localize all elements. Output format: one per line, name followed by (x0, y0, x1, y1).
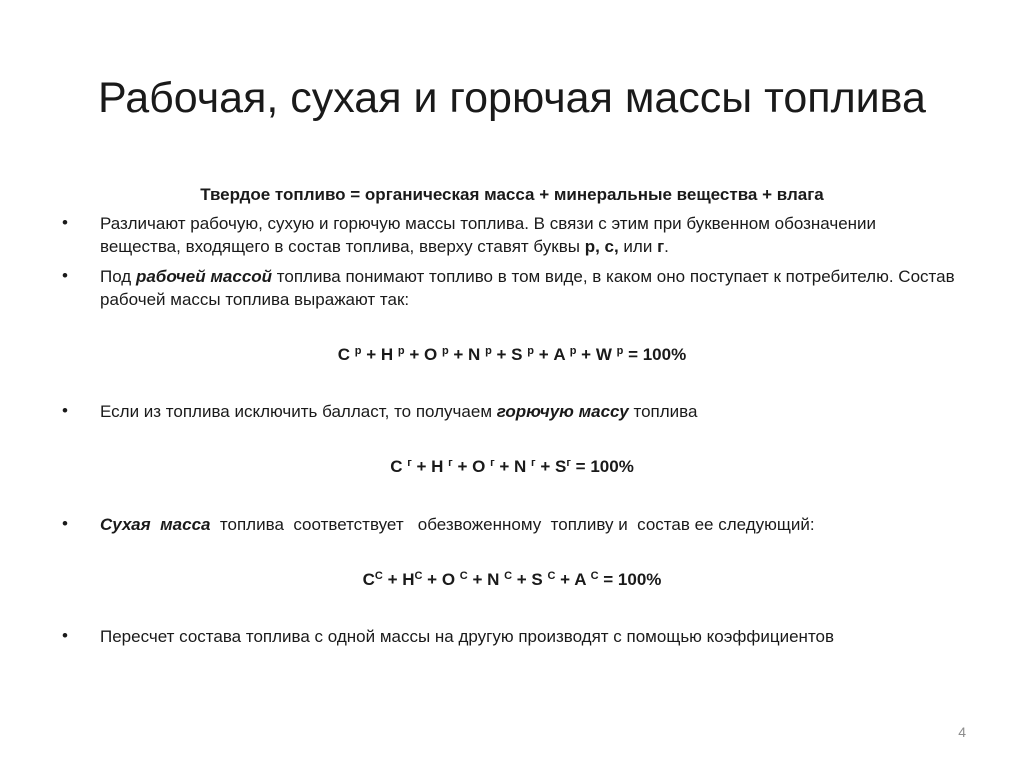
page-number: 4 (958, 724, 966, 740)
eq-result: = 100% (570, 457, 634, 476)
eq-term: C $^г$ (390, 457, 412, 476)
eq-term: + H $^г$ (411, 457, 453, 476)
eq-term: + N $^г$ (494, 457, 536, 476)
eq-term: + O $^C$ (422, 570, 468, 589)
bullet-marker: • (62, 213, 68, 232)
p1-end: . (664, 237, 669, 256)
eq-term: + H $^р$ (361, 345, 405, 364)
eq-term: + O $^р$ (404, 345, 449, 364)
p3-post: топлива (628, 402, 698, 421)
p1-text: Различают рабочую, сухую и горючую массы топлива. В связи с этим при буквенном обозначении вещества, входящего в состав топлива, вверху ставят буквы (100, 214, 877, 256)
eq-term: + A $^р$ (533, 345, 577, 364)
p3-pre: Если из топлива исключить балласт, то получаем (100, 402, 497, 421)
paragraph-combustible-mass (100, 400, 960, 423)
eq-term: $C^C$ (362, 570, 383, 589)
eq-term: + S $^р$ (491, 345, 534, 364)
eq-term: C $^р$ (337, 345, 362, 364)
bullet-marker: • (62, 401, 68, 420)
paragraph-mass-types (100, 212, 960, 258)
eq-term: + $S^г$ (535, 457, 571, 476)
paragraph-recalculation: Пересчет состава топлива с одной массы на другую производят с помощью коэффициентов (100, 627, 835, 646)
bullet-marker: • (62, 626, 68, 645)
bullet-marker: • (62, 266, 68, 285)
slide-title: Рабочая, сухая и горючая массы топлива (98, 74, 926, 122)
p4-em: Сухая масса (100, 515, 211, 534)
eq-term: + O $^г$ (452, 457, 495, 476)
paragraph-dry-mass (100, 513, 960, 536)
eq-term: + W $^р$ (576, 345, 624, 364)
equation-dry-mass (0, 569, 1024, 591)
equation-combustible-mass (0, 456, 1024, 478)
fuel-definition: Твердое топливо = органическая масса + минеральные вещества + влага (200, 185, 824, 204)
p1-letters: р, с, (584, 237, 619, 256)
p4-post: топлива соответствует обезвоженному топливу и состав ее следующий: (210, 515, 815, 534)
p2-em: рабочей массой (135, 267, 273, 286)
eq-term: + N $^C$ (467, 570, 513, 589)
eq-result: = 100% (598, 570, 662, 589)
eq-term: + S $^C$ (512, 570, 556, 589)
p3-em: горючую массу (496, 402, 629, 421)
p1-letter-g: г (657, 237, 665, 256)
p1-or: или (618, 237, 658, 256)
eq-result: = 100% (623, 345, 687, 364)
bullet-marker: • (62, 514, 68, 533)
eq-term: + A $^C$ (555, 570, 599, 589)
equation-working-mass (0, 344, 1024, 366)
paragraph-working-mass (100, 265, 960, 311)
eq-term: + N $^р$ (448, 345, 492, 364)
p2-post: топлива понимают топливо в том виде, в каком оно поступает к потребителю. Состав рабочей массы топлива выражают так: (100, 267, 955, 309)
eq-term: + $H^C$ (382, 570, 423, 589)
p2-pre: Под (100, 267, 136, 286)
